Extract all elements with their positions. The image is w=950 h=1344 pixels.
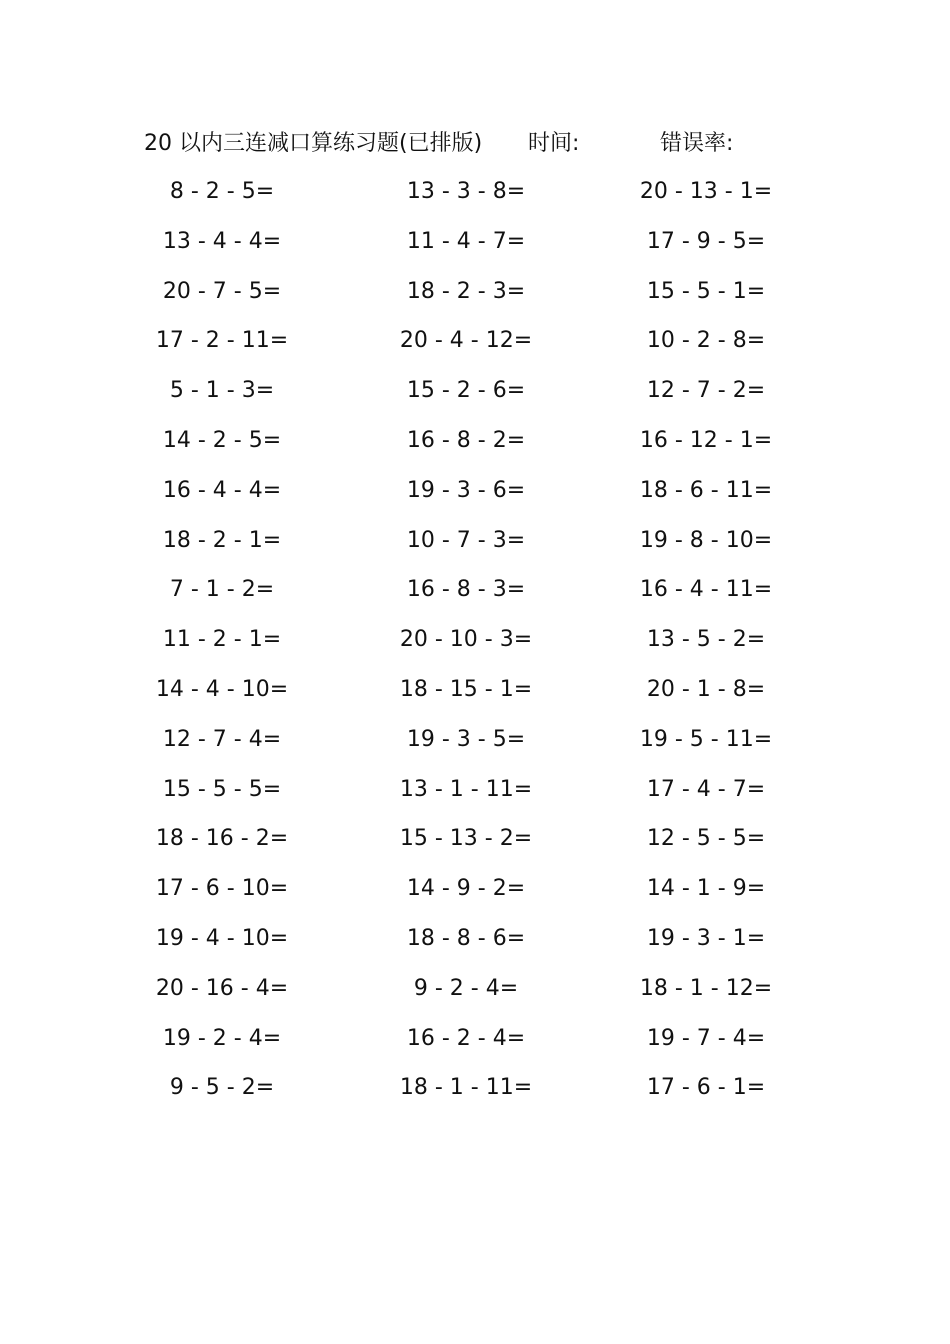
problem-item: 19 - 4 - 10= [155,925,289,951]
problem-row [0,516,950,566]
problem-item: 11 - 4 - 7= [406,228,526,254]
problem-item: 17 - 9 - 5= [646,228,766,254]
problem-row [0,964,950,1014]
problem-item: 20 - 4 - 12= [399,328,533,354]
problem-row [0,366,950,416]
problem-item: 18 - 1 - 11= [399,1075,533,1101]
problem-item: 16 - 4 - 11= [639,577,773,603]
problem-item: 16 - 8 - 2= [406,427,526,453]
problem-item: 19 - 8 - 10= [639,527,773,553]
problem-item: 20 - 7 - 5= [162,278,282,304]
error-rate-label: 错误率: [660,131,734,156]
problem-item: 18 - 2 - 1= [162,527,282,553]
problem-row [0,914,950,964]
problem-item: 14 - 9 - 2= [406,876,526,902]
problem-item: 19 - 3 - 5= [406,726,526,752]
problem-item: 5 - 1 - 3= [169,378,275,404]
problem-item: 20 - 1 - 8= [646,676,766,702]
problem-item: 17 - 6 - 10= [155,876,289,902]
problem-item: 12 - 5 - 5= [646,826,766,852]
problem-item: 18 - 2 - 3= [406,278,526,304]
problem-item: 17 - 2 - 11= [155,328,289,354]
problem-item: 13 - 3 - 8= [406,179,526,204]
problem-item: 16 - 8 - 3= [406,577,526,603]
problem-item: 12 - 7 - 2= [646,378,766,404]
problem-row [0,1014,950,1064]
problem-item: 15 - 2 - 6= [406,378,526,404]
problem-item: 7 - 1 - 2= [169,577,275,603]
worksheet-title: 20 以内三连减口算练习题(已排版) [144,131,483,156]
problem-item: 20 - 13 - 1= [639,179,773,204]
problem-row [0,864,950,914]
problem-item: 19 - 7 - 4= [646,1025,766,1051]
problem-item: 12 - 7 - 4= [162,726,282,752]
problem-item: 13 - 5 - 2= [646,627,766,653]
problem-item: 19 - 5 - 11= [639,726,773,752]
problem-row [0,765,950,815]
problem-item: 13 - 4 - 4= [162,228,282,254]
problem-item: 18 - 8 - 6= [406,925,526,951]
problem-item: 19 - 3 - 1= [646,925,766,951]
problem-row [0,615,950,665]
problem-item: 15 - 5 - 5= [162,776,282,802]
problem-item: 14 - 1 - 9= [646,876,766,902]
problem-row [0,316,950,366]
problem-item: 20 - 10 - 3= [399,627,533,653]
problem-grid [0,167,950,1113]
problem-item: 10 - 7 - 3= [406,527,526,553]
problem-item: 17 - 6 - 1= [646,1075,766,1101]
problem-row [0,167,950,217]
problem-item: 8 - 2 - 5= [169,179,275,204]
problem-item: 19 - 2 - 4= [162,1025,282,1051]
problem-item: 18 - 16 - 2= [155,826,289,852]
problem-row [0,814,950,864]
problem-item: 9 - 5 - 2= [169,1075,275,1101]
worksheet-header [0,124,950,164]
problem-row [0,416,950,466]
problem-item: 10 - 2 - 8= [646,328,766,354]
problem-row [0,217,950,267]
time-label: 时间: [528,131,580,156]
problem-item: 16 - 2 - 4= [406,1025,526,1051]
problem-item: 9 - 2 - 4= [413,975,519,1001]
problem-item: 18 - 6 - 11= [639,477,773,503]
problem-item: 18 - 1 - 12= [639,975,773,1001]
problem-item: 14 - 2 - 5= [162,427,282,453]
problem-item: 19 - 3 - 6= [406,477,526,503]
problem-item: 15 - 5 - 1= [646,278,766,304]
problem-item: 11 - 2 - 1= [162,627,282,653]
problem-row [0,665,950,715]
problem-item: 18 - 15 - 1= [399,676,533,702]
problem-item: 20 - 16 - 4= [155,975,289,1001]
problem-item: 16 - 12 - 1= [639,427,773,453]
problem-row [0,1063,950,1113]
problem-item: 15 - 13 - 2= [399,826,533,852]
problem-row [0,715,950,765]
problem-item: 17 - 4 - 7= [646,776,766,802]
problem-item: 13 - 1 - 11= [399,776,533,802]
problem-row [0,565,950,615]
problem-row [0,267,950,317]
problem-item: 16 - 4 - 4= [162,477,282,503]
problem-item: 14 - 4 - 10= [155,676,289,702]
problem-row [0,466,950,516]
